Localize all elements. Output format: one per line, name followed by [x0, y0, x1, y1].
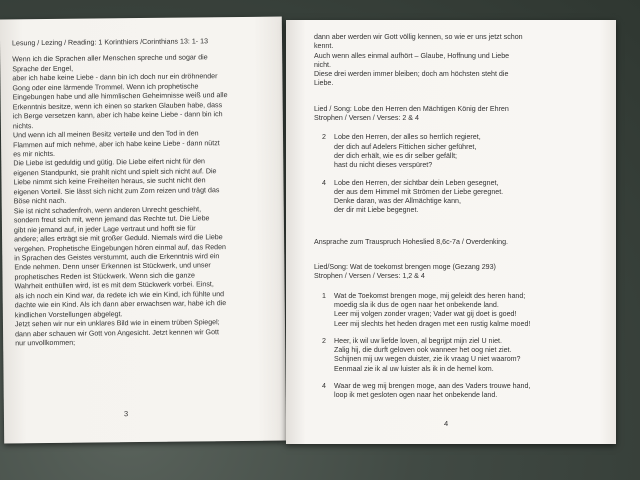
verses-label: Strophen / Versen / Verses: 1,2 & 4 — [314, 272, 425, 281]
program-text-block — [314, 33, 604, 401]
verse-lines: Lobe den Herren, der alles so herrlich regieret, der dich auf Adelers Fittichen sicher geführet, der dich erhält, wie es dir selber gefällt; hast du nicht dieses verspüret? — [334, 133, 481, 170]
reading-text-block — [12, 37, 277, 349]
page-number: 4 — [444, 419, 449, 428]
verse — [314, 292, 604, 329]
verse-number: 4 — [322, 178, 326, 187]
verse-lines: Heer, ik wil uw liefde loven, al begrijpt mijn ziel U niet. Zalig hij, die durft geloven ook wanneer het oog niet ziet. Schijnen mij uw wegen duister, zie ik vraag U niet waarom? Eenmaal zie ik al uw luister als ik in de hemel kom. — [334, 336, 521, 373]
verse-lines: Waar de weg mij brengen moge, aan des Vaders trouwe hand, loop ik met gesloten ogen naar het onbekende land. — [334, 382, 531, 400]
reading-paragraph: Und wenn ich all meinen Besitz verteile und den Tod in den Flammen auf mich nehme, aber ich habe keine Liebe - dann nützt es mir nichts. — [12, 129, 220, 159]
verses-label: Strophen / Versen / Verses: 2 & 4 — [314, 114, 419, 123]
verse — [314, 179, 604, 216]
verse-number: 1 — [322, 291, 326, 300]
verse-number: 2 — [322, 133, 326, 142]
verse-lines: Lobe den Herren, der sichtbar dein Leben gesegnet, der aus dem Himmel mit Strömen der Liebe geregnet. Denke daran, was der Allmächtige kann, der dir mit Liebe begegnet. — [334, 178, 504, 215]
song-title: Lied / Song: Lobe den Herren den Mächtigen König der Ehren — [314, 104, 509, 113]
reading-paragraph: Wenn ich die Sprachen aller Menschen spreche und sogar die Sprache der Engel, aber ich habe keine Liebe - dann bin ich doch nur ein dröhnender Gong oder eine lärmende Trommel. Wenn ich prophetische Eingebungen habe und alle himmlischen Geheimnisse weiß und alle Erkenntnis besitze, wenn ich einen so starken Glauben habe, dass ich Berge versetzen kann, aber ich habe keine Liebe - dann bin ich nichts. — [12, 53, 228, 130]
reading-continuation: dann aber werden wir Gott völlig kennen, so wie er uns jetzt schon kennt. Auch wenn alles einmal aufhört – Glaube, Hoffnung und Liebe nicht. Diese drei werden immer bleiben; doch am höchsten steht die Liebe. — [314, 33, 523, 88]
reading-paragraph: Jetzt sehen wir nur ein unklares Bild wie in einem trüben Spiegel; dann aber schauen wir Gott von Angesicht. Jetzt kennen wir Gott nur unvollkommen; — [14, 318, 220, 348]
page-number: 3 — [123, 409, 129, 419]
verse — [314, 133, 604, 170]
reading-paragraph: Die Liebe ist geduldig und gütig. Die Liebe eifert nicht für den eigenen Standpunkt, sie prahlt nicht und spielt sich nicht auf. Die Liebe nimmt sich keine Freiheiten heraus, sie sucht nicht den eigenen Vorteil. Sie lässt sich nicht zum Zorn reizen und trägt das Böse nicht nach. — [13, 157, 220, 206]
right-page — [286, 20, 616, 444]
reading-paragraph: Sie ist nicht schadenfroh, wenn anderen Unrecht geschieht, sondern freut sich mit, wenn jemand das Rechte tut. Die Liebe gibt nie jemand auf, in jeder Lage vertraut und hofft sie für andere; alles erträgt sie mit großer Geduld. Niemals wird die Liebe vergehen. Prophetische Eingebungen hören einmal auf, das Reden in Sprachen des Geistes verstummt, auch die Erkenntnis wird ein Ende nehmen. Denn unser Erkennen ist Stückwerk, und unser prophetisches Reden ist Stückwerk. Wenn sich die ganze Wahrheit enthüllen wird, ist es mit dem Stückwerk vorbei. Einst, als ich noch ein Kind war, da redete ich wie ein Kind, ich fühlte und dachte wie ein Kind. Als ich dann aber erwachsen war, habe ich die kindlichen Vorstellungen abgelegt. — [13, 205, 227, 320]
song-title: Lied/Song: Wat de toekomst brengen moge (Gezang 293) — [314, 263, 496, 272]
verse — [314, 337, 604, 374]
verse-number: 2 — [322, 336, 326, 345]
left-page — [0, 17, 286, 444]
sermon-line: Ansprache zum Trauspruch Hoheslied 8,6c-7a / Overdenking. — [314, 237, 508, 246]
reading-heading: Lesung / Lezing / Reading: 1 Korinthiers /Corinthians 13: 1- 13 — [11, 37, 209, 48]
verse-number: 4 — [322, 382, 326, 391]
verse — [314, 382, 604, 401]
verse-lines: Wat de Toekomst brengen moge, mij geleidt des heren hand; moedig sla ik dus de ogen naar het onbekende land. Leer mij volgen zonder vragen; Vader wat gij doet is goed! Leer mij slechts het heden dragen met een rustig kalme moed! — [334, 291, 531, 328]
